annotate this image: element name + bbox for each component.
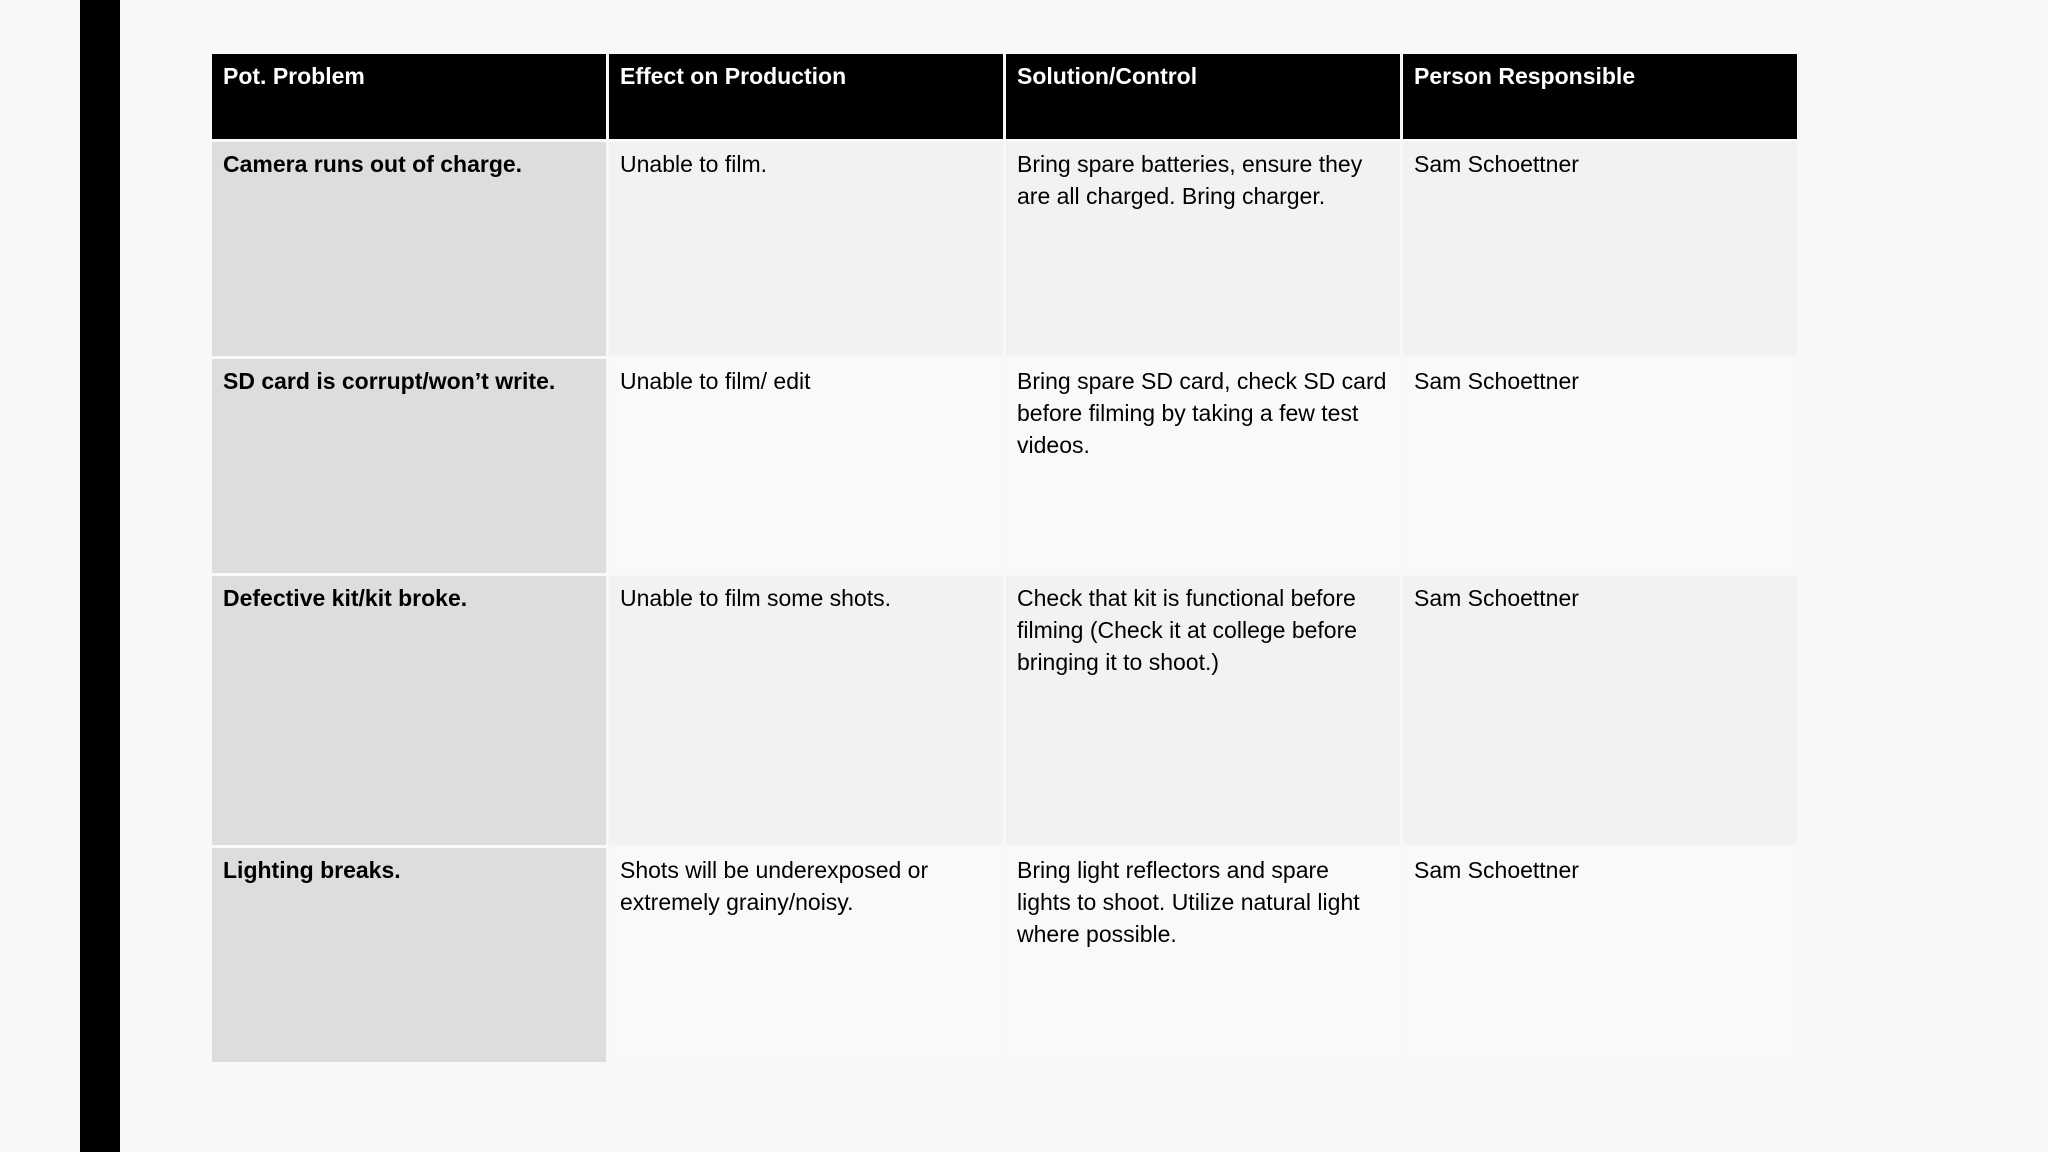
solution-cell: Bring light reflectors and spare lights to shoot. Utilize natural light where possible. <box>1005 847 1402 1064</box>
table-header-row <box>211 53 1799 141</box>
table-row <box>211 847 1799 1064</box>
person-cell: Sam Schoettner <box>1402 358 1799 575</box>
problem-cell: Lighting breaks. <box>211 847 608 1064</box>
person-cell: Sam Schoettner <box>1402 847 1799 1064</box>
table-row <box>211 358 1799 575</box>
table-row <box>211 141 1799 358</box>
header-person: Person Responsible <box>1402 53 1799 141</box>
table-row <box>211 575 1799 847</box>
problem-cell: Camera runs out of charge. <box>211 141 608 358</box>
problem-cell: Defective kit/kit broke. <box>211 575 608 847</box>
solution-cell: Bring spare SD card, check SD card before filming by taking a few test videos. <box>1005 358 1402 575</box>
header-solution: Solution/Control <box>1005 53 1402 141</box>
effect-cell: Unable to film. <box>608 141 1005 358</box>
effect-cell: Unable to film some shots. <box>608 575 1005 847</box>
header-effect: Effect on Production <box>608 53 1005 141</box>
effect-cell: Unable to film/ edit <box>608 358 1005 575</box>
header-problem: Pot. Problem <box>211 53 608 141</box>
problem-cell: SD card is corrupt/won’t write. <box>211 358 608 575</box>
solution-cell: Bring spare batteries, ensure they are all charged. Bring charger. <box>1005 141 1402 358</box>
person-cell: Sam Schoettner <box>1402 575 1799 847</box>
effect-cell: Shots will be underexposed or extremely grainy/noisy. <box>608 847 1005 1064</box>
risk-assessment-table <box>209 51 1800 1065</box>
left-accent-bar <box>80 0 120 1152</box>
solution-cell: Check that kit is functional before filming (Check it at college before bringing it to shoot.) <box>1005 575 1402 847</box>
person-cell: Sam Schoettner <box>1402 141 1799 358</box>
